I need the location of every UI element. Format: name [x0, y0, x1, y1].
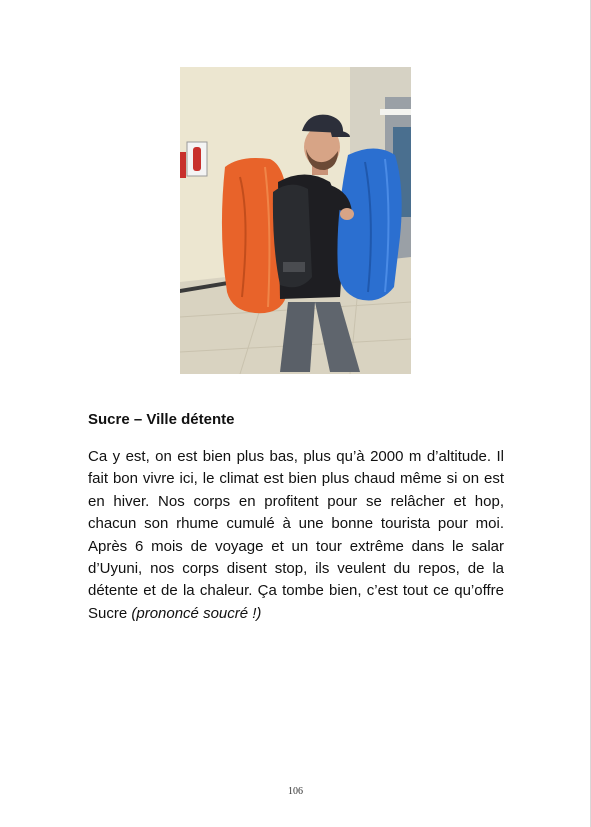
- body-paragraph: [88, 446, 504, 625]
- paragraph-italic-text: (prononcé soucré !): [131, 604, 262, 622]
- photo-illustration: [180, 67, 411, 374]
- page-number: 106: [288, 786, 303, 797]
- backpacker-photo: [180, 67, 411, 374]
- paragraph-main-text: Ca y est, on est bien plus bas, plus qu’à 2000 m d’altitude. Il fait bon vivre ici, le climat est bien plus chaud même si on est en hiver. Nos corps en profitent pour se relâcher et hop, chacun son rhume cumulé à une bonne tourista pour moi. Après 6 mois de voyage et un tour extrême dans le salar d’Uyuni, nos corps disent stop, ils veulent du repos, de la détente et de la chaleur. Ça tombe bien, c’est tout ce qu’offre Sucre: [88, 448, 504, 622]
- section-title: Sucre – Ville détente: [88, 411, 235, 428]
